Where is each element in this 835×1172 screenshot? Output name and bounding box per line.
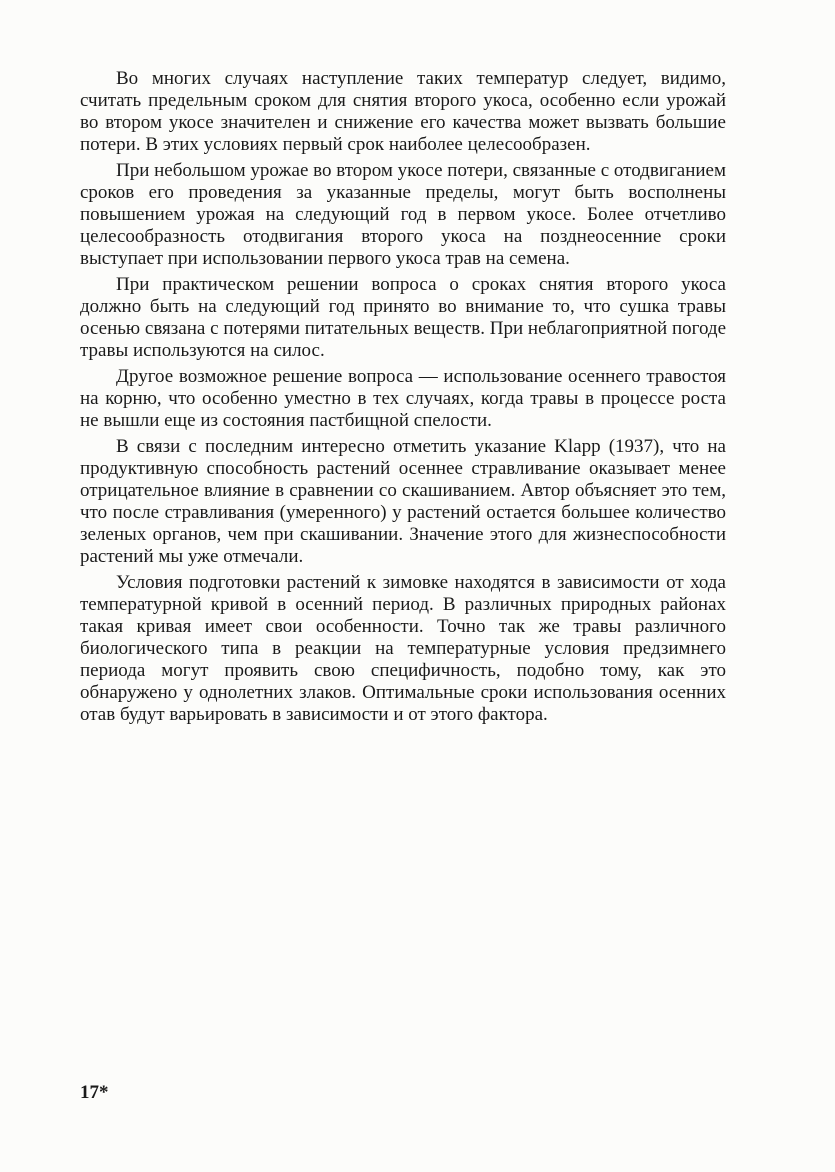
paragraph: При небольшом урожае во втором укосе потери, связанные с отодвиганием сроков его проведения за указанные пределы, могут быть восполнены повышением урожая на следующий год в первом укосе. Более отчетливо целесообразность отодвигания второго укоса на позднеосенние сроки выступает при использовании первого укоса трав на семена.: [80, 160, 726, 269]
paragraph: Во многих случаях наступление таких температур следует, видимо, считать предельным сроком для снятия второго укоса, особенно если урожай во втором укосе значителен и снижение его качества может вызвать большие потери. В этих условиях первый срок наиболее целесообразен.: [80, 68, 726, 155]
body-text: [80, 68, 726, 730]
paragraph: Условия подготовки растений к зимовке находятся в зависимости от хода температурной кривой в осенний период. В различных природных районах такая кривая имеет свои особенности. Точно так же травы различного биологического типа в реакции на температурные условия предзимнего периода могут проявить свою специфичность, подобно тому, как это обнаружено у однолетних злаков. Оптимальные сроки использования осенних отав будут варьировать в зависимости и от этого фактора.: [80, 572, 726, 725]
page-number: 17*: [80, 1082, 109, 1103]
paragraph: В связи с последним интересно отметить указание Klapp (1937), что на продуктивную способность растений осеннее стравливание оказывает менее отрицательное влияние в сравнении со скашиванием. Автор объясняет это тем, что после стравливания (умеренного) у растений остается большее количество зеленых органов, чем при скашивании. Значение этого для жизнеспособности растений мы уже отмечали.: [80, 436, 726, 567]
paragraph: При практическом решении вопроса о сроках снятия второго укоса должно быть на следующий год принято во внимание то, что сушка травы осенью связана с потерями питательных веществ. При неблагоприятной погоде травы используются на силос.: [80, 274, 726, 361]
paragraph: Другое возможное решение вопроса — использование осеннего травостоя на корню, что особенно уместно в тех случаях, когда травы в процессе роста не вышли еще из состояния пастбищной спелости.: [80, 366, 726, 431]
